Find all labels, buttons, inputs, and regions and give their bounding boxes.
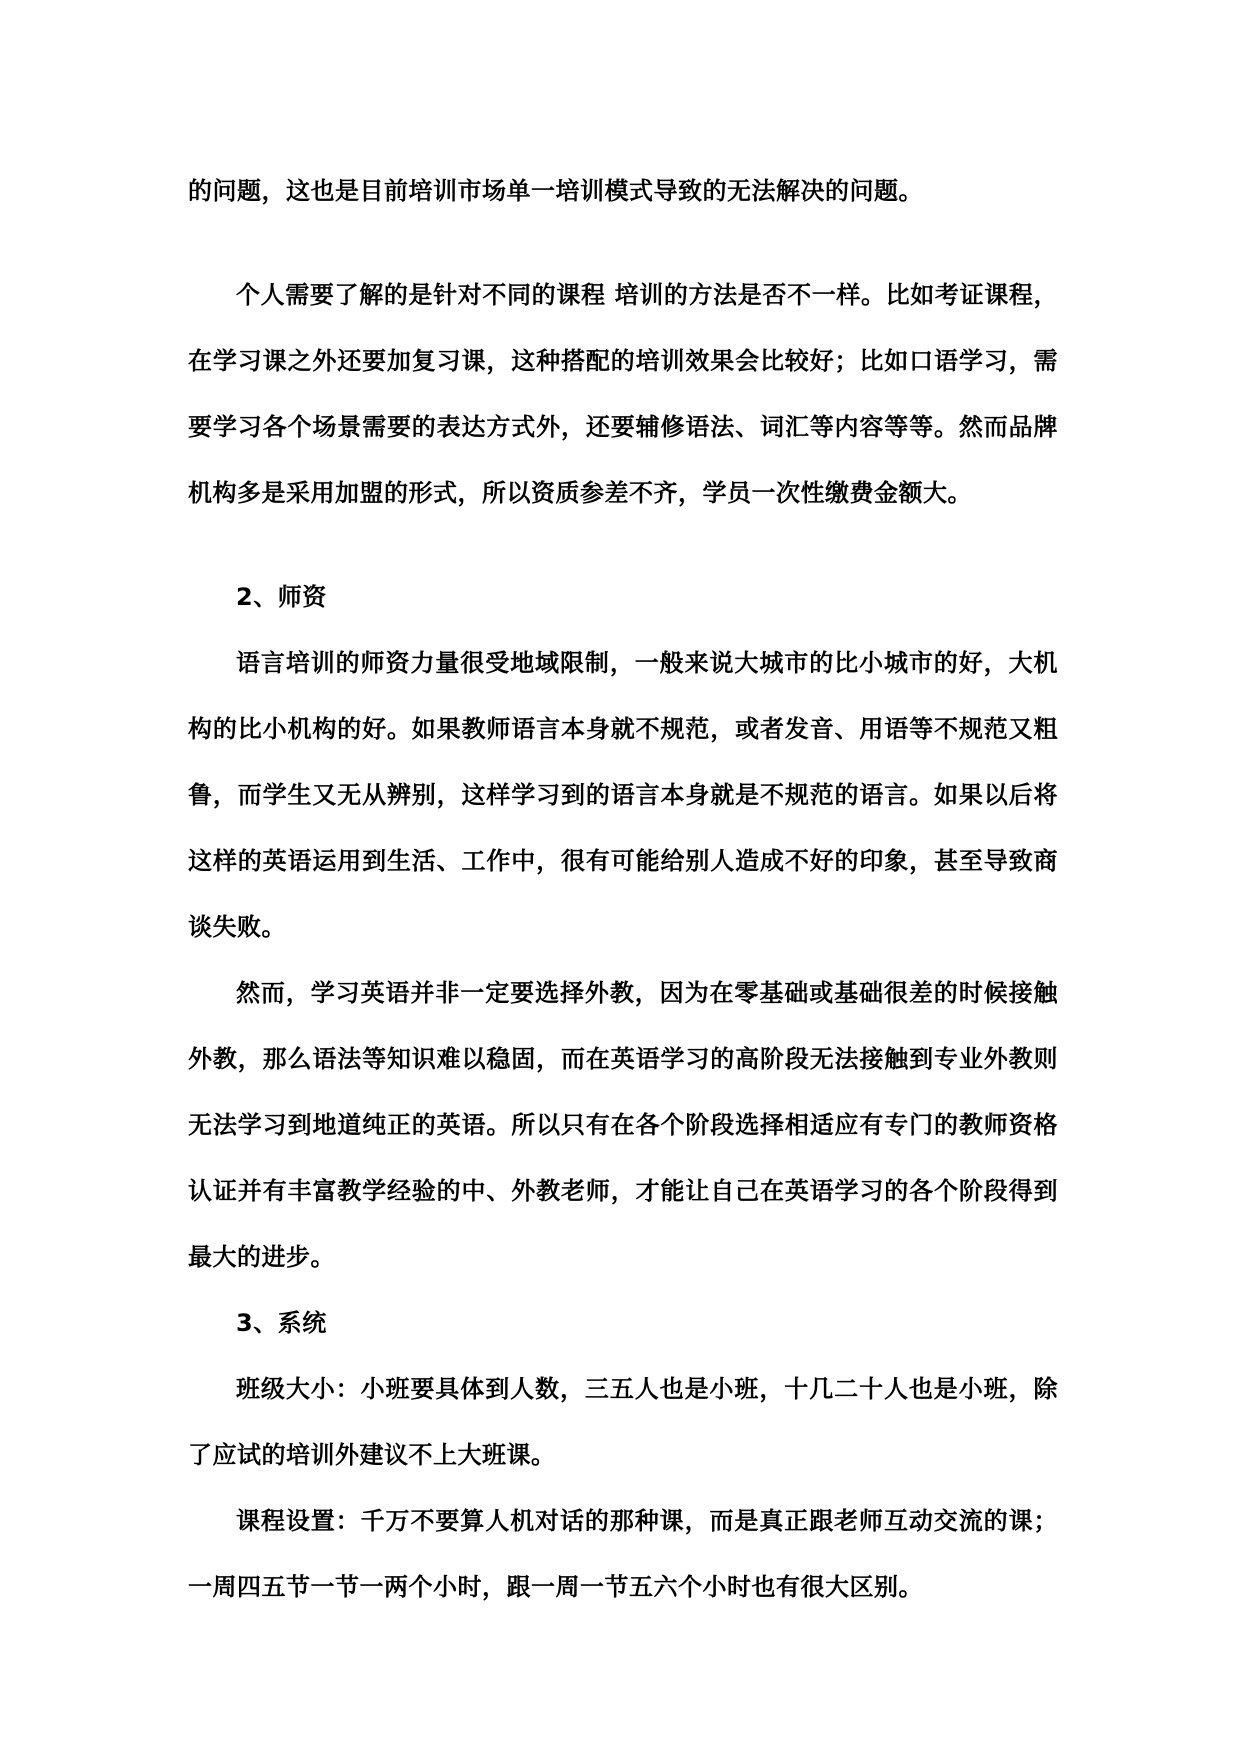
document-body	[188, 158, 1058, 1620]
section-heading-system: 3、系统	[236, 1309, 327, 1337]
section-heading-teachers: 2、师资	[236, 583, 327, 611]
paragraph-teacher-quality: 语言培训的师资力量很受地域限制，一般来说大城市的比小城市的好，大机构的比小机构的好。如果教师语言本身就不规范，或者发音、用语等不规范又粗鲁，而学生又无从辨别，这样学习到的语言本身就是不规范的语言。如果以后将这样的英语运用到生活、工作中，很有可能给别人造成不好的印象，甚至导致商谈失败。	[188, 649, 1058, 941]
paragraph-course-methods: 个人需要了解的是针对不同的课程 培训的方法是否不一样。比如考证课程，在学习课之外还要加复习课，这种搭配的培训效果会比较好；比如口语学习，需要学习各个场景需要的表达方式外，还要辅修语法、词汇等内容等等。然而品牌机构多是采用加盟的形式，所以资质参差不齐，学员一次性缴费金额大。	[188, 281, 1058, 507]
paragraph-foreign-teachers: 然而，学习英语并非一定要选择外教，因为在零基础或基础很差的时候接触外教，那么语法等知识难以稳固，而在英语学习的高阶段无法接触到专业外教则无法学习到地道纯正的英语。所以只有在各个阶段选择相适应有专门的教师资格认证并有丰富教学经验的中、外教老师，才能让自己在英语学习的各个阶段得到最大的进步。	[188, 979, 1058, 1271]
paragraph-class-size: 班级大小：小班要具体到人数，三五人也是小班，十几二十人也是小班，除了应试的培训外建议不上大班课。	[188, 1375, 1058, 1469]
paragraph-course-setup: 课程设置：千万不要算人机对话的那种课，而是真正跟老师互动交流的课；一周四五节一节一两个小时，跟一周一节五六个小时也有很大区别。	[188, 1507, 1058, 1601]
paragraph-continuation: 的问题，这也是目前培训市场单一培训模式导致的无法解决的问题。	[188, 177, 923, 205]
